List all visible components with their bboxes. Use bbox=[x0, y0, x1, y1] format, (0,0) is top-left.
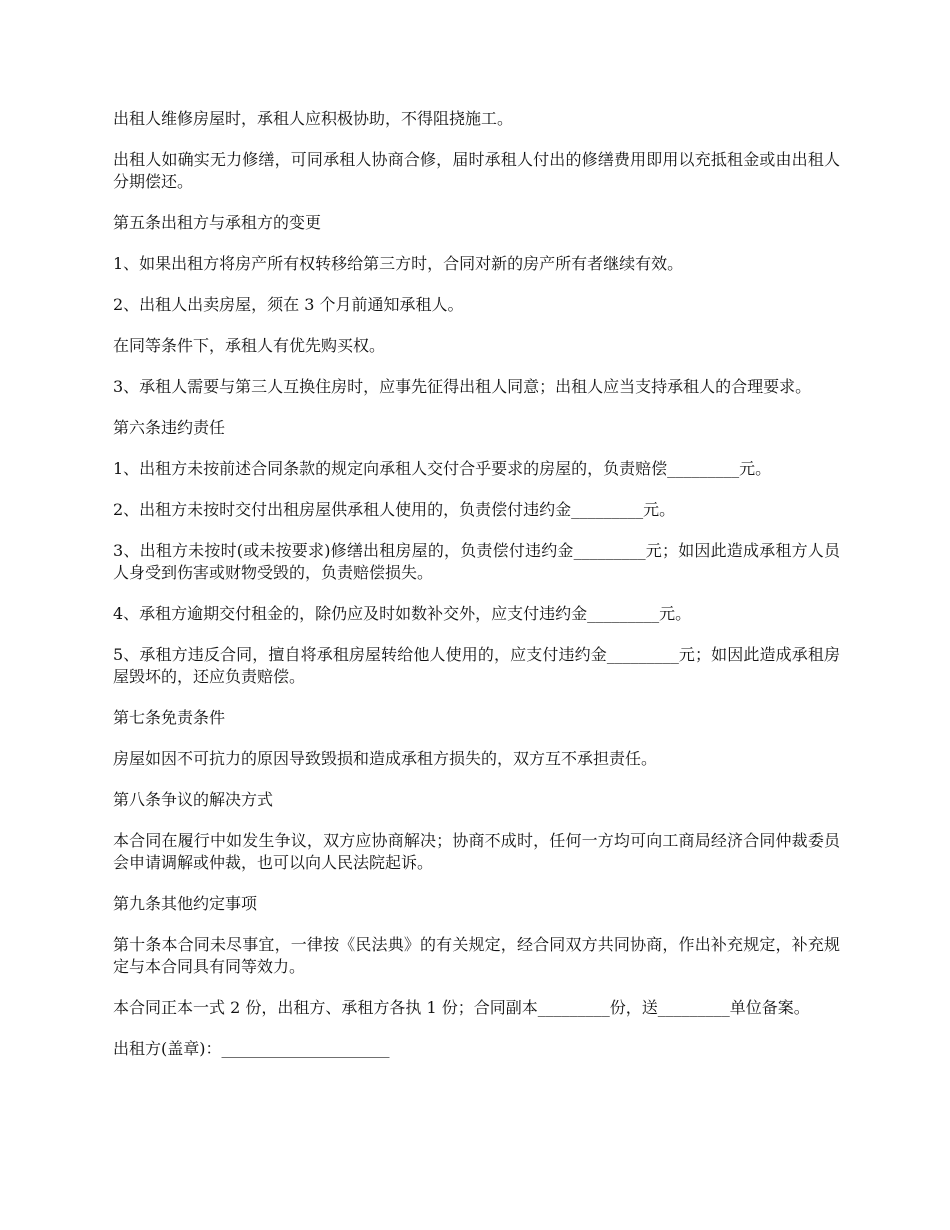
paragraph-5-2: 2、出租人出卖房屋，须在 3 个月前通知承租人。 bbox=[113, 295, 464, 314]
heading-article-9: 第九条其他约定事项 bbox=[113, 894, 258, 913]
paragraph-5-3: 3、承租人需要与第三人互换住房时，应事先征得出租人同意；出租人应当支持承租人的合理要求。 bbox=[113, 377, 812, 396]
paragraph-6-3: 3、出租方未按时(或未按要求)修缮出租房屋的，负责偿付违约金_________元；如因此造成承租方人员人身受到伤害或财物受毁的，负责赔偿损失。 bbox=[113, 541, 840, 582]
paragraph-copies: 本合同正本一式 2 份，出租方、承租方各执 1 份；合同副本_________份，送_________单位备案。 bbox=[113, 998, 810, 1017]
paragraph-5-1: 1、如果出租方将房产所有权转移给第三方时，合同对新的房产所有者继续有效。 bbox=[113, 254, 684, 273]
paragraph-article-10: 第十条本合同未尽事宜，一律按《民法典》的有关规定，经合同双方共同协商，作出补充规定，补充规定与本合同具有同等效力。 bbox=[113, 935, 840, 976]
paragraph-6-4: 4、承租方逾期交付租金的，除仍应及时如数补交外，应支付违约金_________元。 bbox=[113, 604, 692, 623]
document-body bbox=[113, 108, 840, 1079]
paragraph-repair-cost: 出租人如确实无力修缮，可同承租人协商合修，届时承租人付出的修缮费用即用以充抵租金或由出租人分期偿还。 bbox=[113, 150, 840, 191]
paragraph-repair-cooperation: 出租人维修房屋时，承租人应积极协助，不得阻挠施工。 bbox=[113, 109, 514, 128]
heading-article-8: 第八条争议的解决方式 bbox=[113, 790, 274, 809]
paragraph-6-1: 1、出租方未按前述合同条款的规定向承租人交付合乎要求的房屋的，负责赔偿_________元。 bbox=[113, 459, 772, 478]
signature-lessor: 出租方(盖章)：_____________________ bbox=[113, 1039, 390, 1058]
paragraph-dispute-resolution: 本合同在履行中如发生争议，双方应协商解决；协商不成时，任何一方均可向工商局经济合同仲裁委员会申请调解或仲裁，也可以向人民法院起诉。 bbox=[113, 831, 840, 872]
paragraph-6-2: 2、出租方未按时交付出租房屋供承租人使用的，负责偿付违约金_________元。 bbox=[113, 500, 676, 519]
paragraph-6-5: 5、承租方违反合同，擅自将承租房屋转给他人使用的，应支付违约金_________元；如因此造成承租房屋毁坏的，还应负责赔偿。 bbox=[113, 645, 840, 686]
heading-article-6: 第六条违约责任 bbox=[113, 418, 226, 437]
paragraph-force-majeure: 房屋如因不可抗力的原因导致毁损和造成承租方损失的，双方互不承担责任。 bbox=[113, 749, 658, 768]
heading-article-7: 第七条免责条件 bbox=[113, 708, 226, 727]
heading-article-5: 第五条出租方与承租方的变更 bbox=[113, 213, 322, 232]
paragraph-priority-purchase: 在同等条件下，承租人有优先购买权。 bbox=[113, 336, 386, 355]
